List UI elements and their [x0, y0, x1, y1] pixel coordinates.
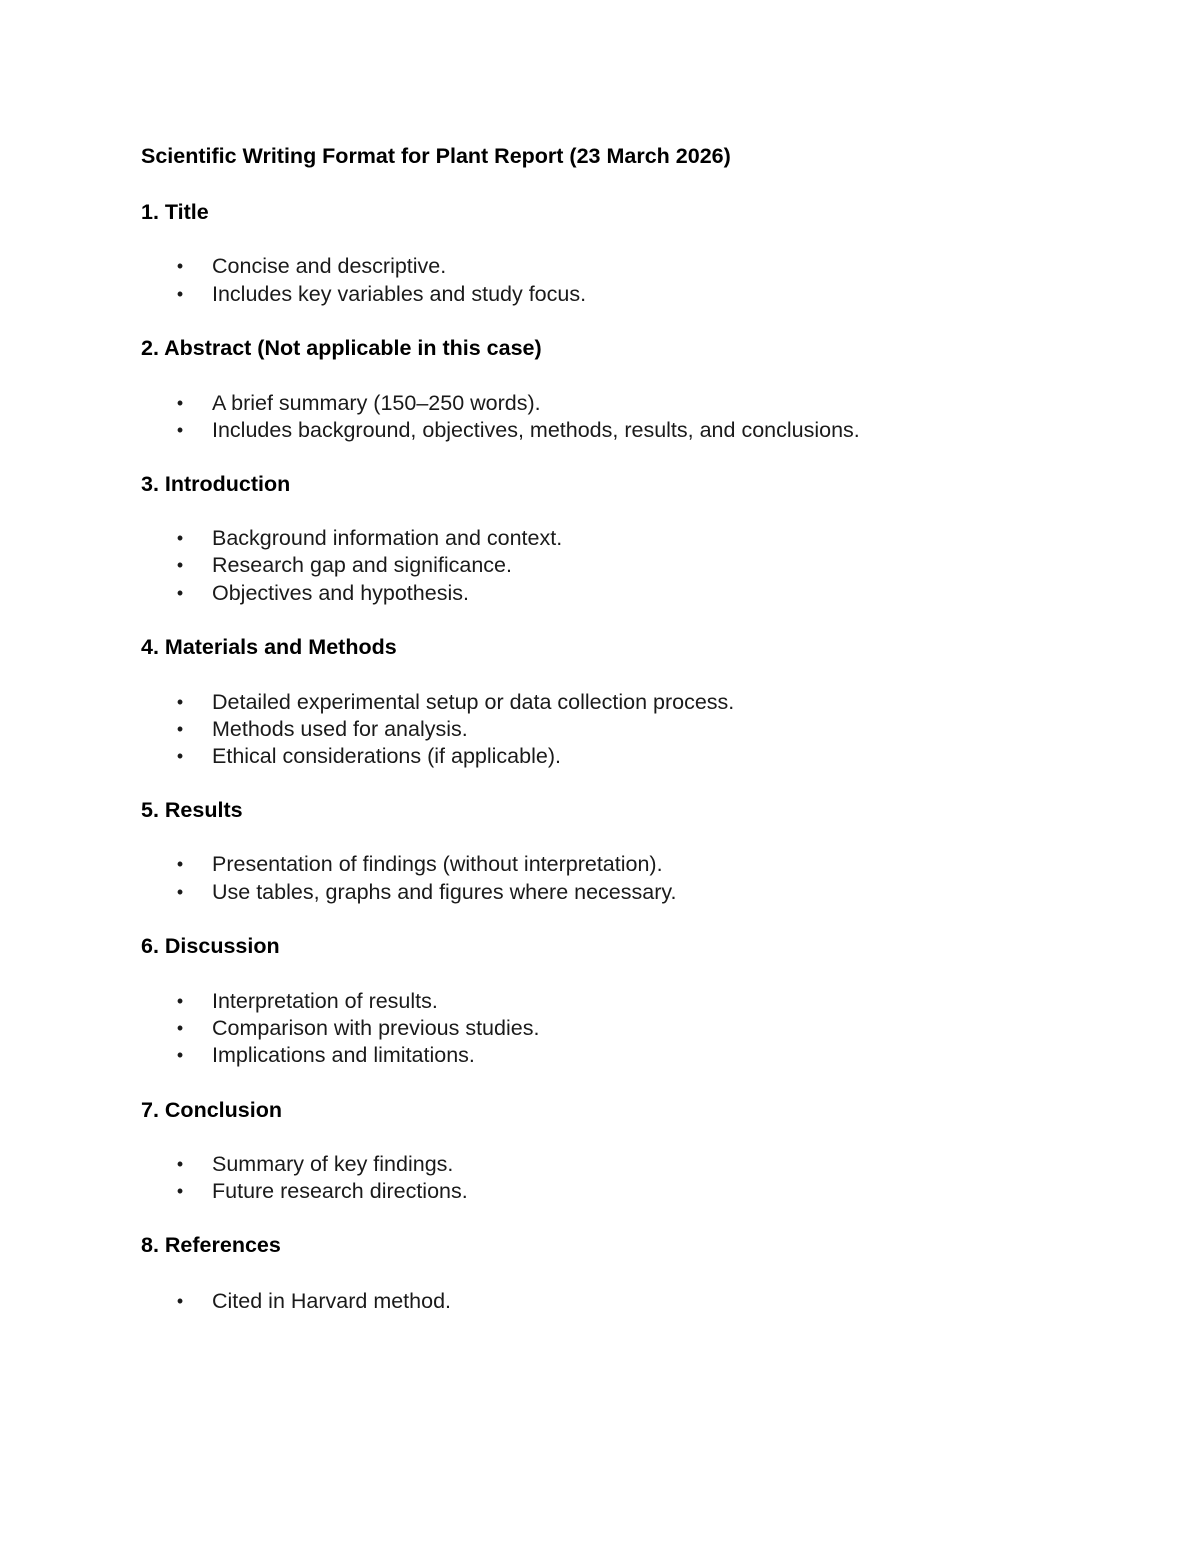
bullet-icon: • [176, 854, 184, 874]
bullet-icon: • [176, 746, 184, 766]
bullet-icon: • [176, 991, 184, 1011]
bullet-icon: • [176, 1181, 184, 1201]
section-heading-results: 5. Results [141, 798, 243, 822]
bullet-icon: • [176, 692, 184, 712]
bullet-icon: • [176, 528, 184, 548]
bullet-icon: • [176, 1154, 184, 1174]
bullet-icon: • [176, 719, 184, 739]
list-item-text: Includes background, objectives, methods, results, and conclusions. [212, 418, 860, 442]
bullet-icon: • [176, 284, 184, 304]
list-item-text: Methods used for analysis. [212, 717, 468, 741]
bullet-icon: • [176, 256, 184, 276]
bullet-icon: • [176, 583, 184, 603]
list-item-text: Cited in Harvard method. [212, 1289, 451, 1313]
bullet-icon: • [176, 393, 184, 413]
section-heading-discussion: 6. Discussion [141, 934, 280, 958]
section-heading-references: 8. References [141, 1233, 281, 1257]
list-item-text: Interpretation of results. [212, 989, 438, 1013]
list-item-text: Summary of key findings. [212, 1152, 454, 1176]
bullet-icon: • [176, 420, 184, 440]
document-title: Scientific Writing Format for Plant Report (23 March 2026) [141, 144, 731, 168]
bullet-icon: • [176, 882, 184, 902]
list-item-text: Use tables, graphs and figures where necessary. [212, 880, 677, 904]
list-item-text: Detailed experimental setup or data collection process. [212, 690, 735, 714]
bullet-icon: • [176, 1291, 184, 1311]
list-item-text: Background information and context. [212, 526, 563, 550]
list-item-text: A brief summary (150–250 words). [212, 391, 541, 415]
list-item-text: Objectives and hypothesis. [212, 581, 469, 605]
bullet-icon: • [176, 555, 184, 575]
list-item-text: Comparison with previous studies. [212, 1016, 540, 1040]
section-heading-conclusion: 7. Conclusion [141, 1098, 282, 1122]
list-item-text: Presentation of findings (without interpretation). [212, 852, 663, 876]
section-heading-abstract: 2. Abstract (Not applicable in this case) [141, 336, 542, 360]
bullet-icon: • [176, 1045, 184, 1065]
section-heading-introduction: 3. Introduction [141, 472, 291, 496]
list-item-text: Implications and limitations. [212, 1043, 475, 1067]
list-item-text: Ethical considerations (if applicable). [212, 744, 561, 768]
list-item-text: Future research directions. [212, 1179, 468, 1203]
list-item-text: Includes key variables and study focus. [212, 282, 587, 306]
bullet-icon: • [176, 1018, 184, 1038]
section-heading-materials-methods: 4. Materials and Methods [141, 635, 397, 659]
section-heading-title: 1. Title [141, 200, 209, 224]
list-item-text: Research gap and significance. [212, 553, 512, 577]
list-item-text: Concise and descriptive. [212, 254, 447, 278]
